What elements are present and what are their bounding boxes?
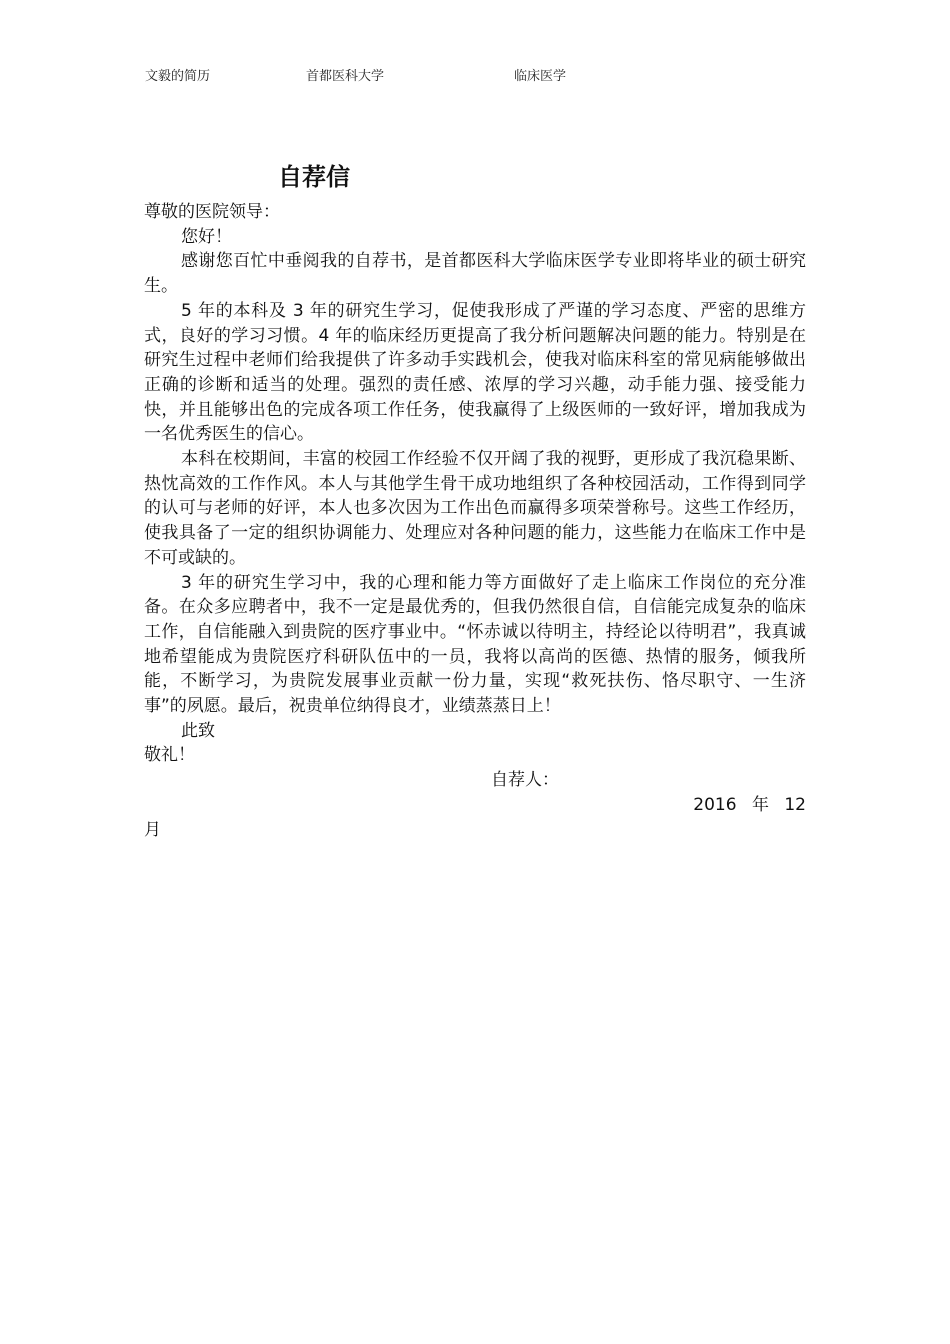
- header-major: 临床医学: [514, 69, 567, 84]
- salutation: 尊敬的医院领导：: [144, 202, 280, 222]
- date-wrap: 月: [144, 819, 161, 840]
- letter-body: [144, 200, 806, 842]
- closing-regards: 敬礼！: [144, 745, 195, 766]
- header-resume-name: 文毅的简历: [145, 69, 211, 84]
- paragraph-campus: 本科在校期间，丰富的校园工作经验不仅开阔了我的视野，更形成了我沉稳果断、热忱高效的工作作风。本人与其他学生骨干成功地组织了各种校园活动，工作得到同学的认可与老师的好评，本人也多次因为工作出色而赢得多项荣誉称号。这些工作经历，使我具备了一定的组织协调能力、处理应对各种问题的能力，这些能力在临床工作中是不可或缺的。: [144, 449, 806, 568]
- letter-title: 自荐信: [278, 163, 350, 191]
- header-university: 首都医科大学: [306, 69, 385, 84]
- signature: 自荐人：: [491, 770, 559, 791]
- paragraph-conclusion: 3 年的研究生学习中，我的心理和能力等方面做好了走上临床工作岗位的充分准备。在众多应聘者中，我不一定是最优秀的，但我仍然很自信，自信能完成复杂的临床工作，自信能融入到贵院的医疗事业中。“怀赤诚以待明主，持经论以待明君”，我真诚地希望能成为贵院医疗科研队伍中的一员，我将以高尚的医德、热情的服务，倾我所能，不断学习，为贵院发展事业贡献一份力量，实现“救死扶伤、恪尽职守、一生济事”的夙愿。最后，祝贵单位纳得良才，业绩蒸蒸日上！: [144, 572, 806, 717]
- greeting: 您好！: [181, 226, 232, 247]
- paragraph-study: 5 年的本科及 3 年的研究生学习，促使我形成了严谨的学习态度、严密的思维方式，良好的学习习惯。4 年的临床经历更提高了我分析问题解决问题的能力。特别是在研究生过程中老师们给我提供了许多动手实践机会，使我对临床科室的常见病能够做出正确的诊断和适当的处理。强烈的责任感、浓厚的学习兴趣，动手能力强、接受能力快，并且能够出色的完成各项工作任务，使我赢得了上级医师的一致好评，增加我成为一名优秀医生的信心。: [144, 300, 806, 445]
- date-line: 2016 年 12: [693, 794, 806, 815]
- paragraph-intro: 感谢您百忙中垂阅我的自荐书，是首都医科大学临床医学专业即将毕业的硕士研究生。: [144, 251, 806, 297]
- closing-salute: 此致: [181, 720, 215, 741]
- page-header: [145, 65, 805, 85]
